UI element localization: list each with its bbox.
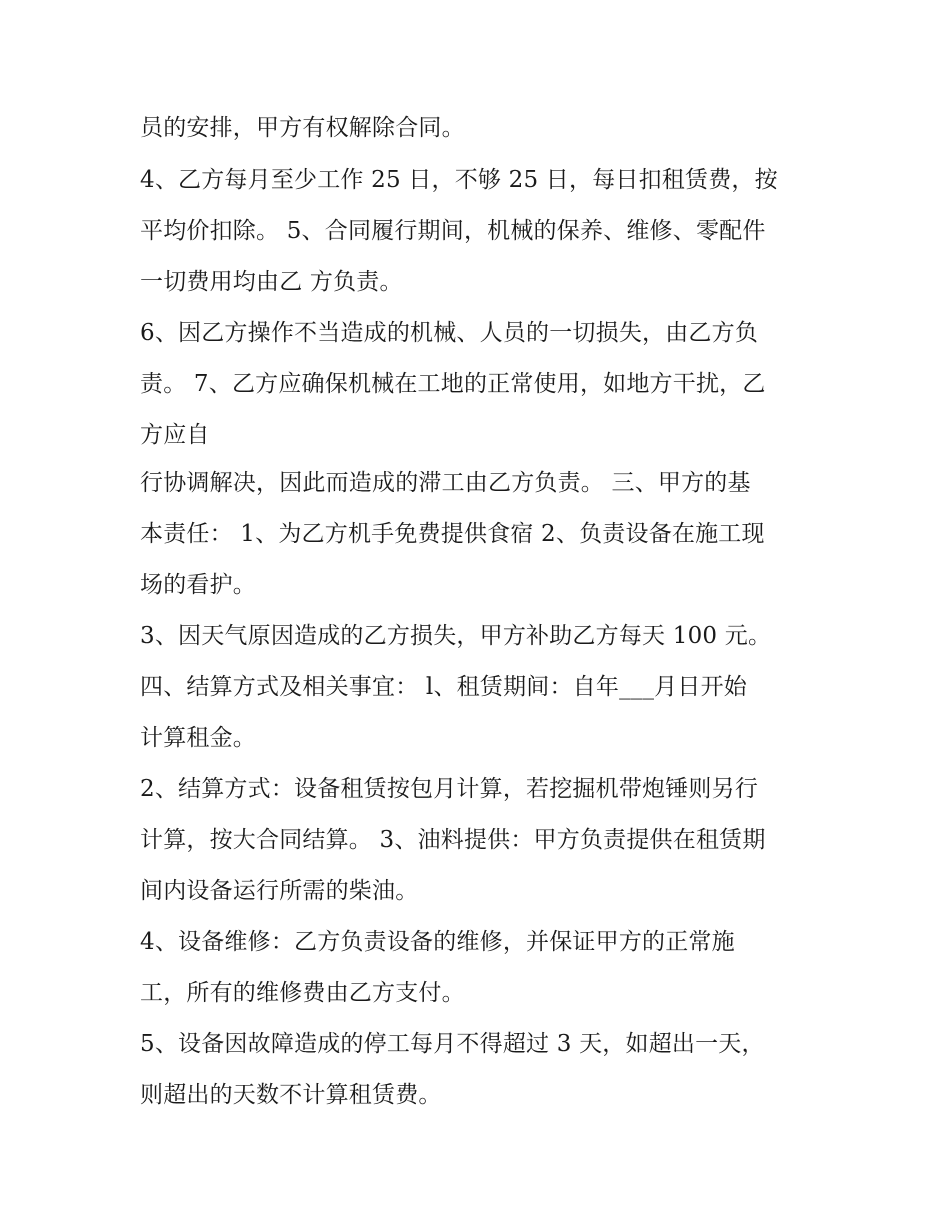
text-line: 场的看护。 bbox=[140, 572, 256, 598]
text-line: 2、结算方式：设备租赁按包月计算，若挖掘机带炮锤则另行 bbox=[140, 776, 759, 802]
text-line: 则超出的天数不计算租赁费。 bbox=[140, 1082, 442, 1108]
text-line: 间内设备运行所需的柴油。 bbox=[140, 878, 419, 904]
text-line: 四、结算方式及相关事宜： l、租赁期间：自年___月日开始 bbox=[140, 674, 747, 700]
text-line: 方应自 bbox=[140, 422, 210, 448]
text-line: 平均价扣除。 5、合同履行期间，机械的保养、维修、零配件 bbox=[140, 218, 766, 244]
text-line: 5、设备因故障造成的停工每月不得超过 3 天，如超出一天， bbox=[140, 1031, 765, 1057]
text-line: 4、设备维修：乙方负责设备的维修，并保证甲方的正常施 bbox=[140, 929, 735, 955]
text-line: 3、因天气原因造成的乙方损失，甲方补助乙方每天 100 元。 bbox=[140, 623, 772, 649]
text-line: 行协调解决，因此而造成的滞工由乙方负责。 三、甲方的基 bbox=[140, 470, 751, 496]
text-line: 4、乙方每月至少工作 25 日，不够 25 日，每日扣租赁费，按 bbox=[140, 167, 778, 193]
text-line: 一切费用均由乙 方负责。 bbox=[140, 269, 403, 295]
text-line: 本责任： 1、为乙方机手免费提供食宿 2、负责设备在施工现 bbox=[140, 521, 765, 547]
text-line: 6、因乙方操作不当造成的机械、人员的一切损失，由乙方负 bbox=[140, 320, 759, 346]
text-line: 工，所有的维修费由乙方支付。 bbox=[140, 980, 465, 1006]
text-line: 员的安排，甲方有权解除合同。 bbox=[140, 115, 465, 141]
text-line: 计算，按大合同结算。 3、油料提供：甲方负责提供在租赁期 bbox=[140, 827, 766, 853]
text-line: 计算租金。 bbox=[140, 725, 256, 751]
text-line: 责。 7、乙方应确保机械在工地的正常使用，如地方干扰，乙 bbox=[140, 371, 766, 397]
